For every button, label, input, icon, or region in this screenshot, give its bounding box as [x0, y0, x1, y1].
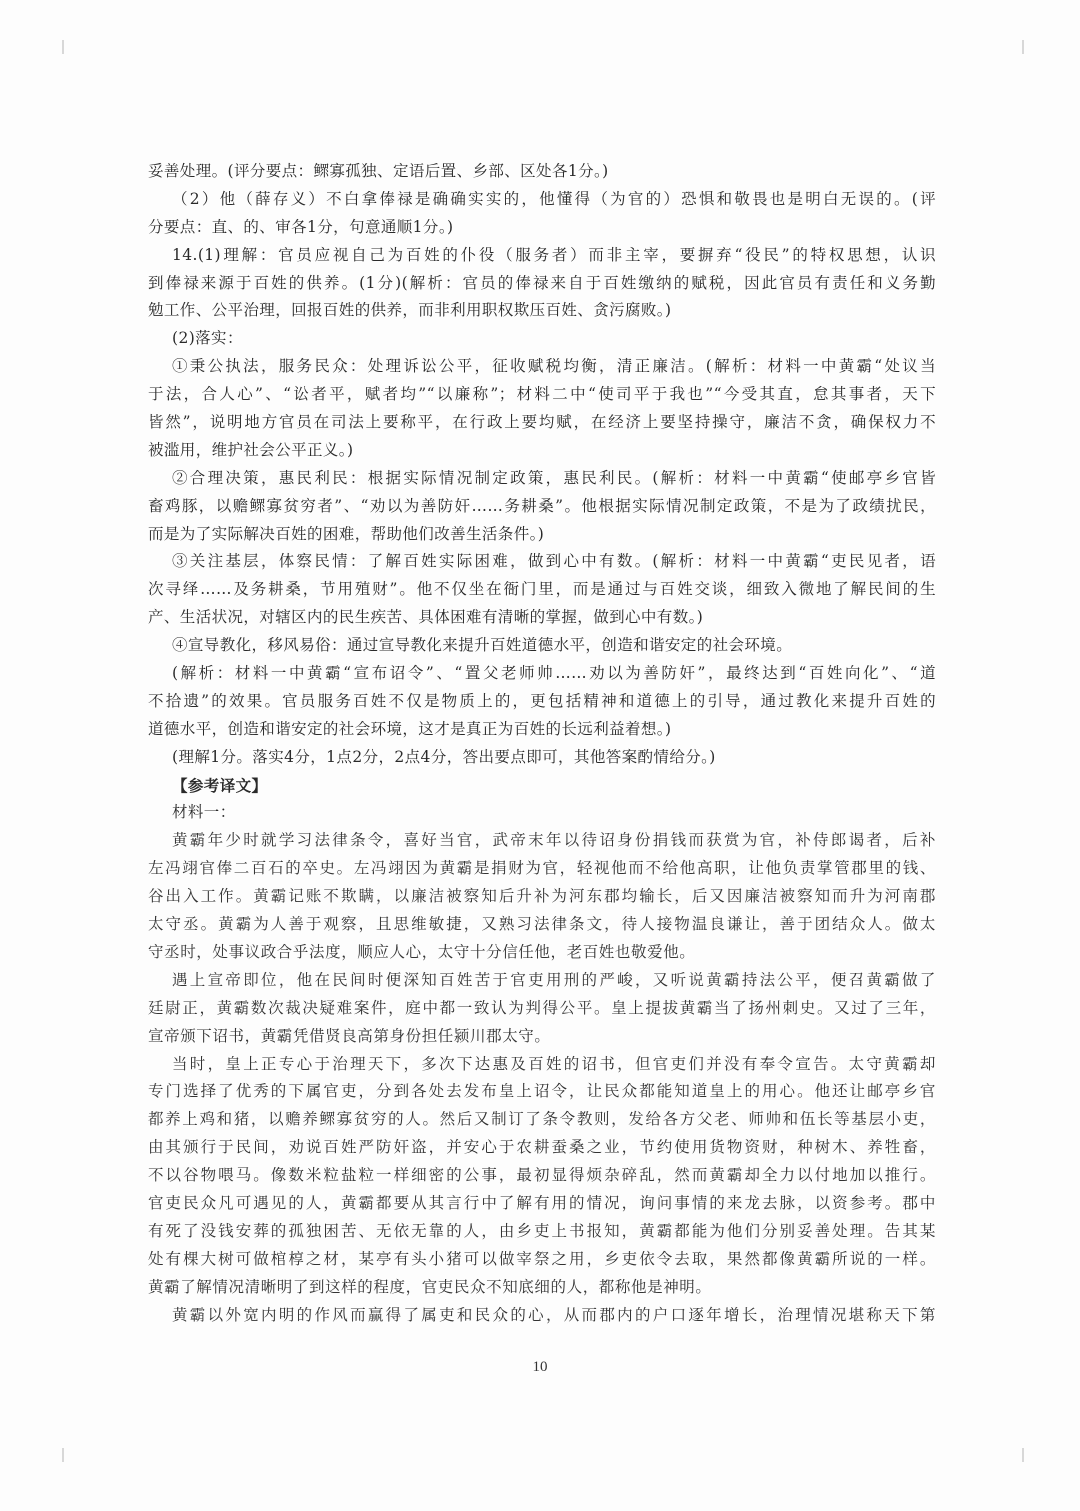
answer-line: 14.(1)理解：官员应视自己为百姓的仆役（服务者）而非主宰，要摒弃“役民”的特权思想，认识	[172, 245, 936, 264]
translation-line: 守丞时，处事议政合乎法度，顺应人心，太守十分信任他，老百姓也敬爱他。	[148, 942, 696, 961]
translation-line: 谷出入工作。黄霸记账不欺瞒，以廉洁被察知后升补为河东郡均输长，后又因廉洁被察知而升为河南郡	[148, 887, 936, 906]
translation-line: 黄霸以外宽内明的作风而赢得了属吏和民众的心，从而郡内的户口逐年增长，治理情况堪称天下第	[172, 1305, 936, 1324]
translation-line: 宣帝颁下诏书，黄霸凭借贤良高第身份担任颍川郡太守。	[148, 1026, 551, 1045]
translation-line: 当时，皇上正专心于治理天下，多次下达惠及百姓的诏书，但官吏们并没有奉令宣告。太守黄霸却	[172, 1054, 936, 1073]
corner-mark	[62, 40, 64, 54]
translation-line: 廷尉正，黄霸数次裁决疑难案件，庭中都一致认为判得公平。皇上提拔黄霸当了扬州刺史。又过了三年，	[148, 998, 936, 1017]
translation-line: 黄霸了解情况清晰明了到这样的程度，官吏民众不知底细的人，都称他是神明。	[148, 1277, 712, 1296]
answer-line: 不拾遗”的效果。官员服务百姓不仅是物质上的，更包括精神和道德上的引导，通过教化来提升百姓的	[148, 691, 936, 710]
translation-line: 左冯翊官俸二百石的卒史。左冯翊因为黄霸是捐财为官，轻视他而不给他高职，让他负责掌管郡里的钱、	[148, 859, 936, 878]
answer-line: ③关注基层，体察民情：了解百姓实际困难，做到心中有数。(解析：材料一中黄霸“吏民见者，语	[172, 552, 936, 571]
answer-line: 皆然”，说明地方官员在司法上要称平，在行政上要均赋，在经济上要坚持操守，廉洁不贪，确保权力不	[148, 413, 936, 432]
translation-line: 有死了没钱安葬的孤独困苦、无依无靠的人，由乡吏上书报知，黄霸都能为他们分别妥善处理。告其某	[148, 1221, 936, 1240]
translation-section	[148, 827, 936, 1329]
translation-line: 官吏民众凡可遇见的人，黄霸都要从其言行中了解有用的情况，询问事情的来龙去脉，以资参考。郡中	[148, 1193, 936, 1212]
answer-line: 而是为了实际解决百姓的困难，帮助他们改善生活条件。)	[148, 524, 545, 543]
answer-line: (解析：材料一中黄霸“宣布诏令”、“置父老师帅……劝以为善防奸”，最终达到“百姓向化”、“道	[172, 664, 936, 683]
answer-line: 分要点：直、的、审各1分，句意通顺1分。)	[148, 217, 454, 236]
translation-line: 处有棵大树可做棺椁之材，某亭有头小猪可以做宰祭之用，乡吏依令去取，果然都像黄霸所说的一样。	[148, 1249, 936, 1268]
answer-line: ①秉公执法，服务民众：处理诉讼公平，征收赋税均衡，清正廉洁。(解析：材料一中黄霸“处议当	[172, 357, 936, 376]
answer-line: （2）他（薛存义）不白拿俸禄是确确实实的，他懂得（为官的）恐惧和敬畏也是明白无误的。(评	[172, 189, 936, 208]
answer-line: 次寻绎……及务耕桑，节用殖财”。他不仅坐在衙门里，而是通过与百姓交谈，细致入微地了解民间的生	[148, 580, 936, 599]
translation-line: 由其颁行于民间，劝说百姓严防奸盗，并安心于农耕蚕桑之业，节约使用货物资财，种树木、养牲畜，	[148, 1138, 936, 1157]
answer-line: 道德水平，创造和谐安定的社会环境，这才是真正为百姓的长远利益着想。)	[148, 719, 672, 738]
answer-line: 被滥用，维护社会公平正义。)	[148, 440, 354, 459]
answer-line: (2)落实：	[172, 329, 243, 348]
translation-line: 太守丞。黄霸为人善于观察，且思维敏捷，又熟习法律条文，待人接物温良谦让，善于团结众人。做太	[148, 915, 936, 934]
corner-mark	[1022, 40, 1024, 54]
answer-line: 畜鸡豚，以赡鳏寡贫穷者”、“劝以为善防奸……务耕桑”。他根据实际情况制定政策，不是为了政绩扰民，	[148, 496, 936, 515]
answer-line: 到俸禄来源于百姓的供养。(1分)(解析：官员的俸禄来自于百姓缴纳的赋税，因此官员有责任和义务勤	[148, 273, 936, 292]
translation-line: 都养上鸡和猪，以赡养鳏寡贫穷的人。然后又制订了条令教则，发给各方父老、师帅和伍长等基层小吏，	[148, 1110, 936, 1129]
corner-mark	[62, 1448, 64, 1462]
answer-line: ④宣导教化，移风易俗：通过宣导教化来提升百姓道德水平，创造和谐安定的社会环境。	[172, 636, 793, 655]
translation-line: 不以谷物喂马。像数米粒盐粒一样细密的公事，最初显得烦杂碎乱，然而黄霸却全力以付地加以推行。	[148, 1166, 936, 1185]
translation-line: 遇上宣帝即位，他在民间时便深知百姓苦于官吏用刑的严峻，又听说黄霸持法公平，便召黄霸做了	[172, 970, 936, 989]
answer-line: 产、生活状况，对辖区内的民生疾苦、具体困难有清晰的掌握，做到心中有数。)	[148, 608, 704, 627]
translation-line: 黄霸年少时就学习法律条令，喜好当官，武帝末年以待诏身份捐钱而获赏为官，补侍郎谒者，后补	[172, 831, 936, 850]
answer-line: (理解1分。落实4分，1点2分，2点4分，答出要点即可，其他答案酌情给分。)	[172, 747, 716, 766]
answer-line: 于法，合人心”、“讼者平，赋者均”“以廉称”；材料二中“使司平于我也”“今受其直，怠其事者，天下	[148, 385, 936, 404]
reference-heading: 【参考译文】	[172, 775, 268, 795]
translation-line: 专门选择了优秀的下属官吏，分到各处去发布皇上诏令，让民众都能知道皇上的用心。他还让邮亭乡官	[148, 1082, 936, 1101]
answer-line: 勉工作、公平治理，回报百姓的供养，而非利用职权欺压百姓、贪污腐败。)	[148, 301, 672, 320]
page-content	[148, 158, 936, 1329]
material-label: 材料一：	[172, 803, 236, 822]
corner-mark	[1022, 1448, 1024, 1462]
answer-line: 妥善处理。(评分要点：鳏寡孤独、定语后置、乡部、区处各1分。)	[148, 162, 609, 180]
answer-section	[148, 158, 936, 772]
page-number: 10	[532, 1359, 548, 1375]
answer-line: ②合理决策，惠民利民：根据实际情况制定政策，惠民利民。(解析：材料一中黄霸“使邮亭乡官皆	[172, 468, 936, 487]
